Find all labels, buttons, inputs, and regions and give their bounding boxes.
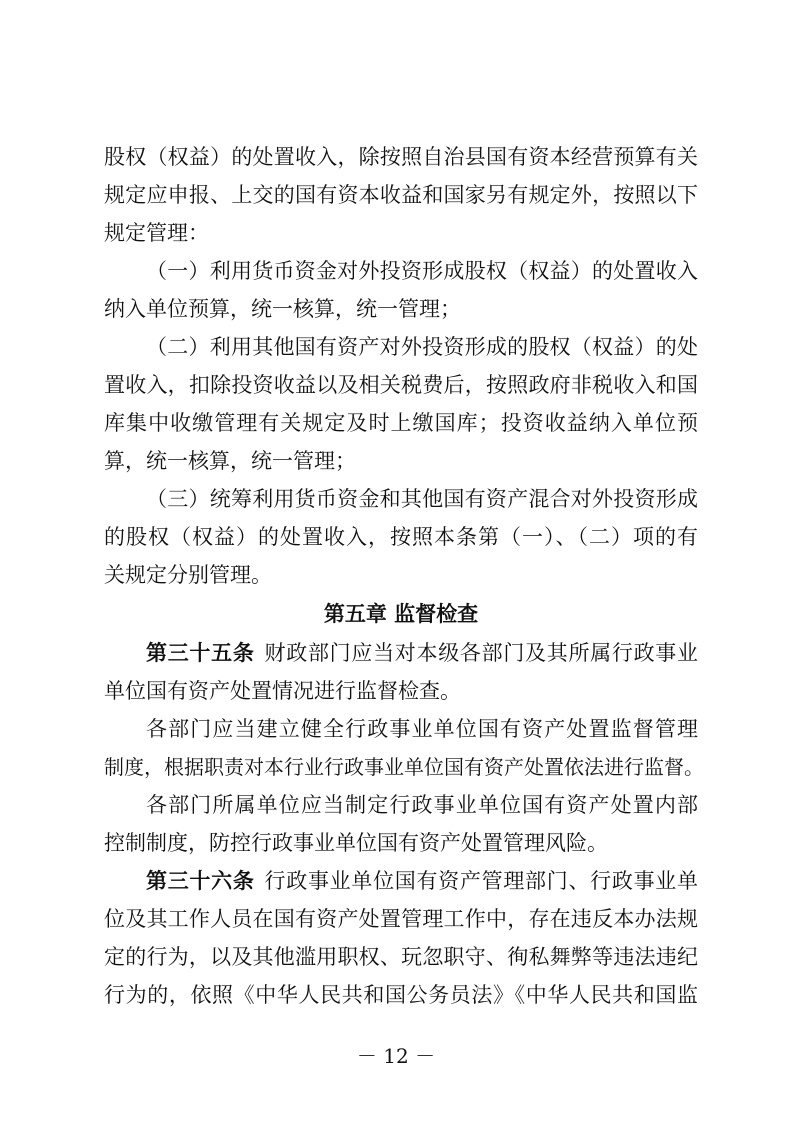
article-36-label: 第三十六条	[146, 869, 255, 893]
text-line: 纳入单位预算，统一核算，统一管理；	[104, 297, 461, 321]
text-line: 算，统一核算，统一管理；	[104, 449, 356, 473]
chapter-heading: 第五章 监督检查	[323, 602, 479, 626]
text-line: 置收入，扣除投资收益以及相关税费后，按照政府非税收入和国	[104, 373, 698, 397]
text-line: 位及其工作人员在国有资产处置管理工作中，存在违反本办法规	[104, 907, 698, 931]
text-line: 库集中收缴管理有关规定及时上缴国库；投资收益纳入单位预	[104, 411, 698, 435]
article-35-line	[104, 634, 698, 672]
text-line: 各部门应当建立健全行政事业单位国有资产处置监督管理	[146, 717, 698, 741]
article-35-label: 第三十五条	[146, 641, 255, 665]
text-line: 规定应申报、上交的国有资本收益和国家另有规定外，按照以下	[104, 183, 698, 207]
text-line: （一）利用货币资金对外投资形成股权（权益）的处置收入	[146, 259, 698, 283]
article-36-text: 行政事业单位国有资产管理部门、行政事业单	[264, 869, 699, 893]
page-number: － 12 －	[356, 1044, 436, 1068]
article-36-line	[104, 862, 698, 900]
text-line: 规定管理：	[104, 221, 209, 245]
text-line: 行为的，依照《中华人民共和国公务员法》《中华人民共和国监	[104, 983, 698, 1007]
text-line: 股权（权益）的处置收入，除按照自治县国有资本经营预算有关	[104, 145, 698, 169]
text-line: （二）利用其他国有资产对外投资形成的股权（权益）的处	[146, 335, 698, 359]
text-line: 定的行为，以及其他滥用职权、玩忽职守、徇私舞弊等违法违纪	[104, 945, 698, 969]
text-line: 控制制度，防控行政事业单位国有资产处置管理风险。	[104, 831, 608, 855]
text-line: 制度，根据职责对本行业行政事业单位国有资产处置依法进行监督。	[104, 755, 704, 779]
text-line: （三）统筹利用货币资金和其他国有资产混合对外投资形成	[146, 487, 698, 511]
text-line: 各部门所属单位应当制定行政事业单位国有资产处置内部	[146, 793, 698, 817]
text-line: 关规定分别管理。	[104, 563, 272, 587]
text-line: 单位国有资产处置情况进行监督检查。	[104, 679, 461, 703]
document-body	[104, 138, 704, 1014]
text-line: 的股权（权益）的处置收入，按照本条第（一）、（二）项的有	[104, 525, 698, 549]
article-35-text: 财政部门应当对本级各部门及其所属行政事业	[264, 641, 699, 665]
